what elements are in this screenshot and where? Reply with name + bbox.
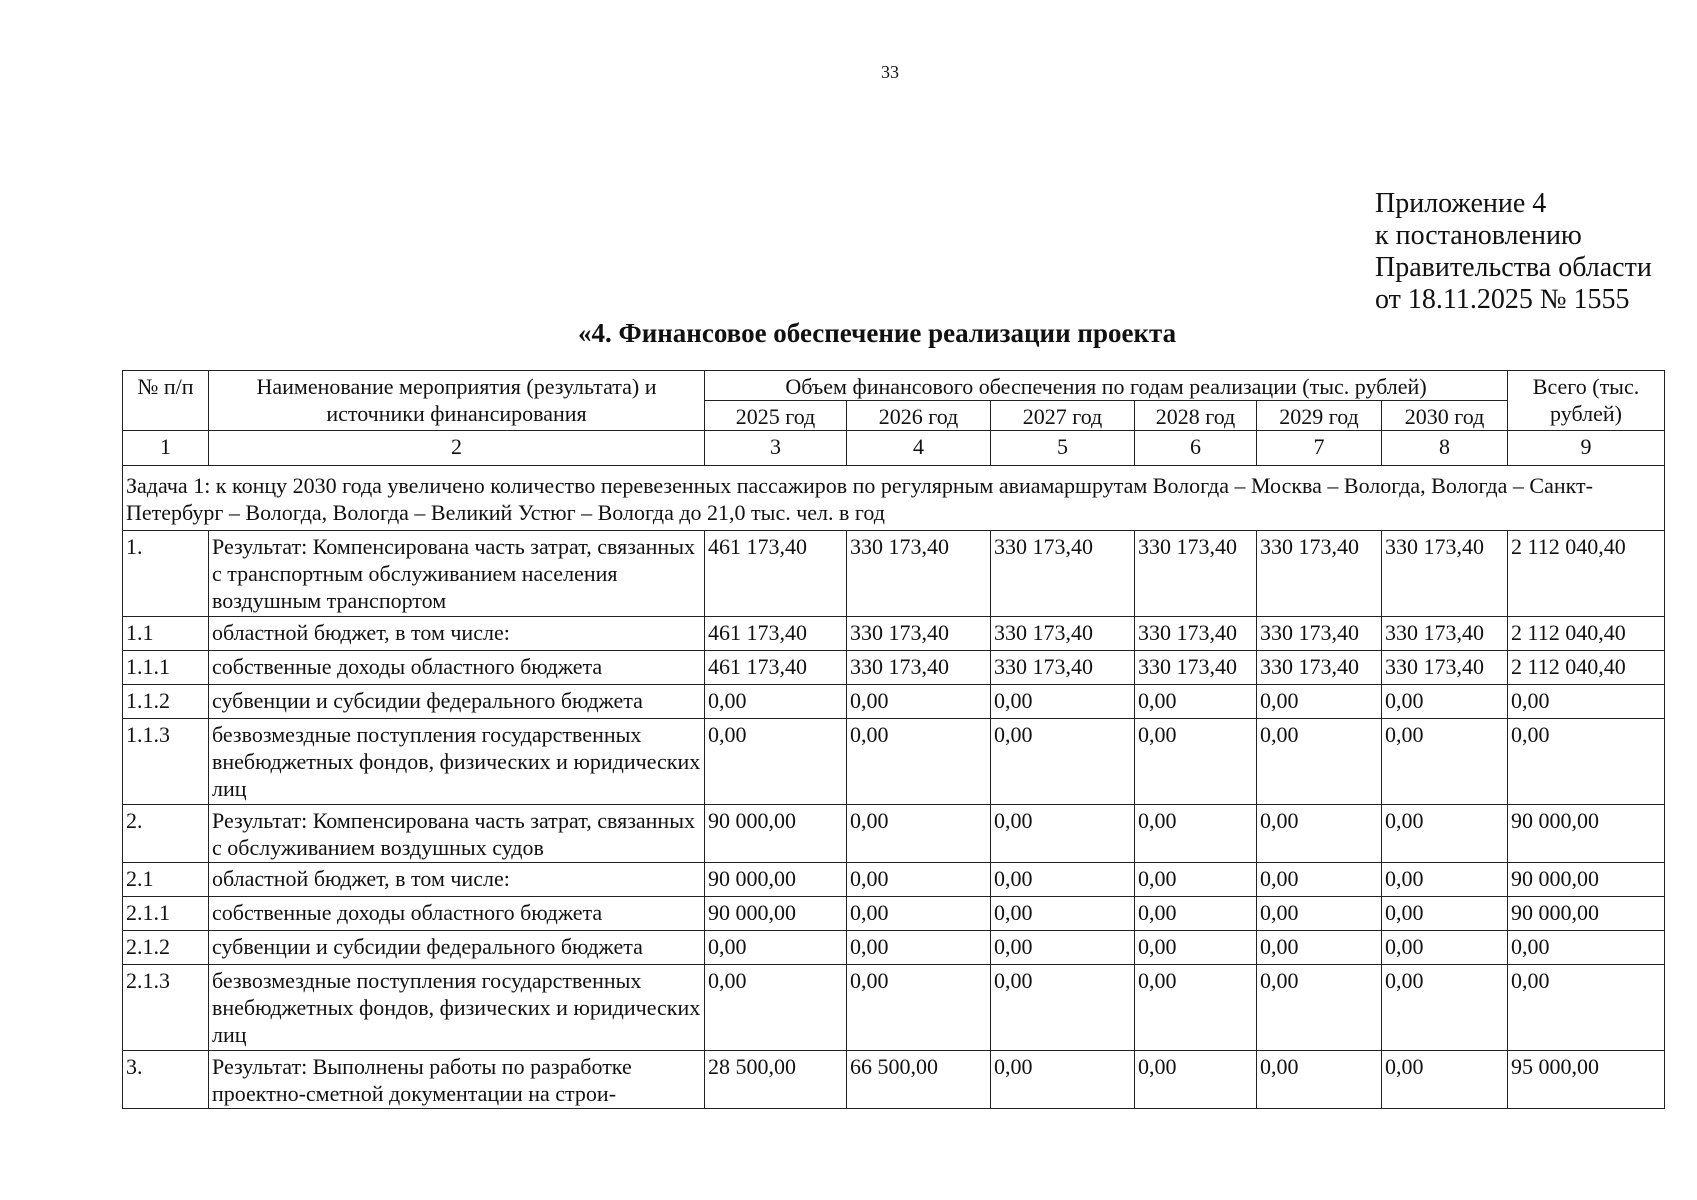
task-cell: Задача 1: к концу 2030 года увеличено количество перевезенных пассажиров по регулярным авиамаршрутам Вологда – Москва – Вологда, Вологда – Санкт-Петербург – Вологда, Вологда – Великий Устюг – Вологда до 21,0 тыс. чел. в год — [123, 466, 1665, 531]
row-value: 0,00 — [1135, 965, 1257, 1051]
row-value: 0,00 — [991, 719, 1135, 805]
header-num: № п/п — [123, 371, 209, 431]
column-number: 6 — [1135, 431, 1257, 466]
row-number: 3. — [123, 1051, 209, 1109]
row-value: 0,00 — [847, 897, 991, 931]
row-value: 330 173,40 — [991, 531, 1135, 617]
row-value: 0,00 — [1257, 863, 1382, 897]
row-value: 330 173,40 — [1257, 651, 1382, 685]
row-value: 330 173,40 — [1382, 531, 1508, 617]
column-number: 5 — [991, 431, 1135, 466]
table-row — [123, 617, 1665, 651]
table-row — [123, 863, 1665, 897]
row-value: 0,00 — [1257, 965, 1382, 1051]
row-value: 0,00 — [991, 685, 1135, 719]
row-value: 0,00 — [1257, 685, 1382, 719]
row-value: 0,00 — [1135, 1051, 1257, 1109]
row-name: безвозмездные поступления государственных внебюджетных фондов, физических и юридических лиц — [209, 719, 705, 805]
table-row — [123, 719, 1665, 805]
row-total: 95 000,00 — [1508, 1051, 1665, 1109]
task-row — [123, 466, 1665, 531]
row-value: 0,00 — [1257, 931, 1382, 965]
row-value: 0,00 — [705, 719, 847, 805]
row-value: 0,00 — [705, 965, 847, 1051]
row-name: Результат: Выполнены работы по разработке проектно-сметной документации на строи- — [209, 1051, 705, 1109]
row-value: 0,00 — [847, 685, 991, 719]
appendix-line: от 18.11.2025 № 1555 — [1375, 284, 1630, 315]
header-year: 2029 год — [1257, 401, 1382, 431]
table-row — [123, 651, 1665, 685]
header-year: 2027 год — [991, 401, 1135, 431]
row-value: 0,00 — [847, 863, 991, 897]
row-number: 1.1 — [123, 617, 209, 651]
column-numbers-row — [123, 431, 1665, 466]
row-value: 0,00 — [991, 897, 1135, 931]
row-value: 330 173,40 — [847, 651, 991, 685]
row-value: 330 173,40 — [1135, 651, 1257, 685]
header-year: 2028 год — [1135, 401, 1257, 431]
row-total: 0,00 — [1508, 719, 1665, 805]
row-value: 330 173,40 — [1257, 531, 1382, 617]
row-value: 0,00 — [1382, 931, 1508, 965]
row-value: 0,00 — [1135, 897, 1257, 931]
column-number: 1 — [123, 431, 209, 466]
row-value: 0,00 — [1257, 897, 1382, 931]
row-name: областной бюджет, в том числе: — [209, 617, 705, 651]
row-total: 0,00 — [1508, 931, 1665, 965]
row-value: 330 173,40 — [847, 531, 991, 617]
table-row — [123, 1051, 1665, 1109]
row-name: Результат: Компенсирована часть затрат, связанных с транспортным обслуживанием населения воздушным транспортом — [209, 531, 705, 617]
appendix-block — [1375, 188, 1652, 316]
header-name: Наименование мероприятия (результата) и источники финансирования — [209, 371, 705, 431]
appendix-line: Правительства области — [1375, 252, 1652, 283]
row-value: 0,00 — [1257, 719, 1382, 805]
header-year: 2025 год — [705, 401, 847, 431]
row-value: 0,00 — [991, 863, 1135, 897]
row-name: областной бюджет, в том числе: — [209, 863, 705, 897]
row-value: 330 173,40 — [1135, 617, 1257, 651]
appendix-line: Приложение 4 — [1375, 188, 1547, 219]
row-value: 0,00 — [1135, 863, 1257, 897]
row-value: 0,00 — [1382, 965, 1508, 1051]
row-value: 90 000,00 — [705, 863, 847, 897]
row-value: 461 173,40 — [705, 651, 847, 685]
row-name: безвозмездные поступления государственных внебюджетных фондов, физических и юридических лиц — [209, 965, 705, 1051]
column-number: 3 — [705, 431, 847, 466]
row-number: 1.1.2 — [123, 685, 209, 719]
row-value: 330 173,40 — [1382, 617, 1508, 651]
row-number: 2.1.2 — [123, 931, 209, 965]
column-number: 2 — [209, 431, 705, 466]
row-total: 90 000,00 — [1508, 863, 1665, 897]
table-row — [123, 965, 1665, 1051]
row-value: 461 173,40 — [705, 617, 847, 651]
row-number: 1.1.1 — [123, 651, 209, 685]
row-value: 0,00 — [847, 931, 991, 965]
table-row — [123, 897, 1665, 931]
row-total: 90 000,00 — [1508, 805, 1665, 863]
row-value: 0,00 — [1382, 685, 1508, 719]
row-total: 0,00 — [1508, 685, 1665, 719]
column-number: 8 — [1382, 431, 1508, 466]
row-name: субвенции и субсидии федерального бюджета — [209, 931, 705, 965]
financing-table — [122, 370, 1665, 1109]
row-value: 0,00 — [991, 1051, 1135, 1109]
row-total: 2 112 040,40 — [1508, 651, 1665, 685]
row-number: 2.1.3 — [123, 965, 209, 1051]
row-value: 330 173,40 — [847, 617, 991, 651]
row-value: 90 000,00 — [705, 897, 847, 931]
row-value: 0,00 — [991, 965, 1135, 1051]
column-number: 4 — [847, 431, 991, 466]
table-row — [123, 531, 1665, 617]
header-year: 2030 год — [1382, 401, 1508, 431]
row-value: 0,00 — [847, 719, 991, 805]
row-value: 0,00 — [1382, 863, 1508, 897]
column-number: 7 — [1257, 431, 1382, 466]
row-value: 0,00 — [1382, 1051, 1508, 1109]
row-total: 2 112 040,40 — [1508, 617, 1665, 651]
row-name: собственные доходы областного бюджета — [209, 651, 705, 685]
row-value: 330 173,40 — [991, 617, 1135, 651]
row-value: 0,00 — [1135, 685, 1257, 719]
header-total: Всего (тыс. рублей) — [1508, 371, 1665, 431]
row-value: 0,00 — [847, 805, 991, 863]
row-value: 0,00 — [705, 931, 847, 965]
header-volume: Объем финансового обеспечения по годам реализации (тыс. рублей) — [705, 371, 1508, 401]
header-year: 2026 год — [847, 401, 991, 431]
row-value: 0,00 — [1382, 897, 1508, 931]
row-name: Результат: Компенсирована часть затрат, связанных с обслуживанием воздушных судов — [209, 805, 705, 863]
row-value: 0,00 — [705, 685, 847, 719]
row-value: 0,00 — [991, 805, 1135, 863]
row-value: 66 500,00 — [847, 1051, 991, 1109]
row-total: 2 112 040,40 — [1508, 531, 1665, 617]
table-row — [123, 805, 1665, 863]
row-value: 0,00 — [1135, 719, 1257, 805]
row-name: субвенции и субсидии федерального бюджета — [209, 685, 705, 719]
row-value: 0,00 — [1257, 1051, 1382, 1109]
page-number: 33 — [881, 62, 899, 82]
row-value: 330 173,40 — [991, 651, 1135, 685]
appendix-line: к постановлению — [1375, 220, 1582, 251]
column-number: 9 — [1508, 431, 1665, 466]
row-number: 2.1.1 — [123, 897, 209, 931]
row-value: 330 173,40 — [1135, 531, 1257, 617]
row-value: 90 000,00 — [705, 805, 847, 863]
table-row — [123, 685, 1665, 719]
row-number: 2. — [123, 805, 209, 863]
row-number: 1.1.3 — [123, 719, 209, 805]
section-title: «4. Финансовое обеспечение реализации проекта — [578, 318, 1177, 348]
row-value: 0,00 — [1135, 805, 1257, 863]
row-value: 0,00 — [847, 965, 991, 1051]
row-value: 0,00 — [1257, 805, 1382, 863]
row-number: 1. — [123, 531, 209, 617]
row-value: 0,00 — [1382, 719, 1508, 805]
row-value: 0,00 — [991, 931, 1135, 965]
row-value: 0,00 — [1382, 805, 1508, 863]
row-value: 28 500,00 — [705, 1051, 847, 1109]
table-row — [123, 931, 1665, 965]
row-name: собственные доходы областного бюджета — [209, 897, 705, 931]
row-value: 330 173,40 — [1257, 617, 1382, 651]
row-total: 90 000,00 — [1508, 897, 1665, 931]
row-total: 0,00 — [1508, 965, 1665, 1051]
row-value: 461 173,40 — [705, 531, 847, 617]
row-value: 0,00 — [1135, 931, 1257, 965]
row-number: 2.1 — [123, 863, 209, 897]
row-value: 330 173,40 — [1382, 651, 1508, 685]
